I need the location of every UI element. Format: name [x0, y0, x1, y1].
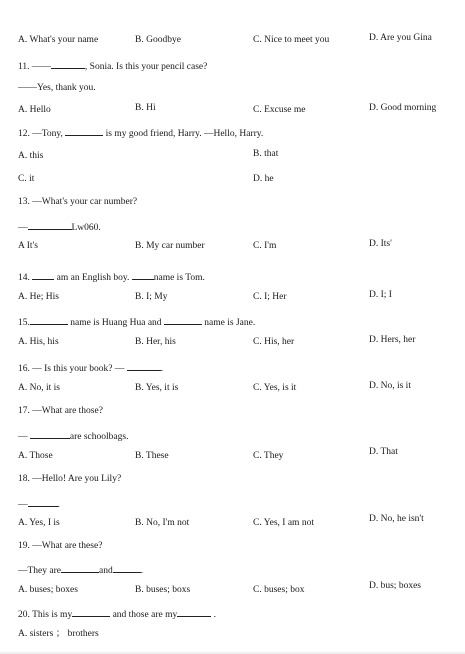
q14-option-c[interactable]: C. I; Her — [253, 292, 287, 302]
q18-option-a[interactable]: A. Yes, I is — [18, 518, 60, 528]
q13-options — [0, 239, 465, 254]
q11-question — [18, 60, 207, 73]
q17-reply-text: are schoolbags. — [69, 432, 129, 442]
q11-text: , Sonia. Is this your pencil case? — [84, 62, 208, 72]
q16-option-d[interactable]: D. No, is it — [369, 381, 411, 391]
q15-question — [18, 316, 255, 329]
q20-options — [0, 630, 465, 642]
q12-option-c[interactable]: C. it — [18, 174, 35, 184]
q19-question: 19. —What are these? — [18, 541, 103, 551]
q14-option-a[interactable]: A. He; His — [18, 292, 59, 302]
q11-option-b[interactable]: B. Hi — [135, 103, 156, 113]
q13-reply-text: Lw060. — [71, 223, 101, 233]
q18-reply-dash: — — [18, 500, 28, 510]
q20-option-a[interactable]: A. sisters ； brothers — [18, 629, 99, 639]
q11-dash: —— — [31, 62, 51, 72]
q12-options-row2 — [0, 175, 465, 187]
q17-option-c[interactable]: C. They — [253, 451, 284, 461]
q13-option-d[interactable]: D. Its' — [369, 239, 392, 249]
q18-option-b[interactable]: B. No, I'm not — [135, 518, 190, 528]
q12-options-row1 — [0, 149, 465, 164]
q10-option-d[interactable]: D. Are you Gina — [369, 33, 432, 43]
q18-reply — [18, 498, 60, 511]
q11-option-a[interactable]: A. Hello — [18, 105, 51, 115]
q11-option-c[interactable]: C. Excuse me — [253, 105, 306, 115]
q13-question: 13. —What's your car number? — [18, 197, 138, 207]
q19-reply-and: and — [99, 566, 113, 576]
q15-option-a[interactable]: A. His, his — [18, 337, 59, 347]
q16-text: 16. — Is this your book? — — [18, 364, 125, 374]
q17-option-a[interactable]: A. Those — [18, 451, 53, 461]
q15-text-b: name is Jane. — [204, 318, 256, 328]
q19-reply — [18, 564, 143, 577]
q20-end: . — [213, 610, 216, 620]
q12-question — [18, 127, 263, 140]
q14-option-b[interactable]: B. I; My — [135, 292, 168, 302]
q11-reply: ——Yes, thank you. — [18, 83, 96, 93]
q20-blank-2[interactable] — [177, 608, 211, 617]
q15-option-d[interactable]: D. Hers, her — [369, 335, 416, 345]
q11-blank[interactable] — [51, 60, 85, 69]
q16-option-c[interactable]: C. Yes, is it — [253, 383, 297, 393]
q20-question — [18, 608, 216, 621]
q14-option-d[interactable]: D. I; I — [369, 290, 392, 300]
q18-options — [0, 514, 465, 531]
q13-blank[interactable] — [28, 221, 72, 230]
q17-option-b[interactable]: B. These — [135, 451, 169, 461]
q10-options — [0, 33, 465, 48]
q12-option-b[interactable]: B. that — [253, 149, 279, 159]
q13-reply-dash: — — [18, 223, 28, 233]
q19-reply-end: . — [140, 566, 144, 576]
q14-text-b: name is Tom. — [153, 273, 205, 283]
q16-option-a[interactable]: A. No, it is — [18, 383, 60, 393]
q16-options — [0, 381, 465, 396]
q12-text-b: is my good friend, Harry. —Hello, Harry. — [105, 129, 264, 139]
q15-option-c[interactable]: C. His, her — [253, 337, 295, 347]
q18-option-c[interactable]: C. Yes, I am not — [253, 518, 314, 528]
q18-option-d[interactable]: D. No, he isn't — [369, 514, 424, 524]
q12-number: 12. — [18, 129, 30, 139]
q17-question: 17. —What are those? — [18, 406, 103, 416]
q19-option-d[interactable]: D. bus; boxes — [369, 581, 421, 591]
q14-question — [18, 271, 205, 284]
q19-option-a[interactable]: A. buses; boxes — [18, 585, 78, 595]
q13-option-c[interactable]: C. I'm — [253, 241, 277, 251]
q10-option-a[interactable]: A. What's your name — [18, 35, 99, 45]
q16-option-b[interactable]: B. Yes, it is — [135, 383, 179, 393]
q15-blank-1[interactable] — [30, 316, 68, 325]
q16-question — [18, 362, 163, 375]
q16-blank[interactable] — [127, 362, 161, 371]
q14-options — [0, 290, 465, 305]
q20-blank-1[interactable] — [72, 608, 110, 617]
q18-blank[interactable] — [28, 498, 58, 507]
q17-options — [0, 447, 465, 464]
q18-question: 18. —Hello! Are you Lily? — [18, 474, 122, 484]
q11-number: 11. — [18, 62, 30, 72]
q14-text-a: am an English boy. — [56, 273, 130, 283]
q18-reply-end: . — [57, 500, 60, 510]
q10-option-b[interactable]: B. Goodbye — [135, 35, 181, 45]
q19-blank-1[interactable] — [61, 564, 99, 573]
q15-text-a: name is Huang Hua and — [70, 318, 162, 328]
q14-number: 14. — [18, 273, 30, 283]
q12-option-d[interactable]: D. he — [253, 174, 274, 184]
q15-blank-2[interactable] — [164, 316, 202, 325]
q17-reply — [18, 430, 128, 443]
q14-blank-1[interactable] — [32, 271, 54, 280]
q19-options — [0, 581, 465, 598]
q19-option-b[interactable]: B. buses; boxs — [135, 585, 191, 595]
q13-option-b[interactable]: B. My car number — [135, 241, 205, 251]
q17-blank[interactable] — [30, 430, 70, 439]
q15-options — [0, 335, 465, 350]
q11-options — [0, 103, 465, 118]
q11-option-d[interactable]: D. Good morning — [369, 103, 437, 113]
q17-reply-dash: — — [18, 432, 28, 442]
q19-reply-text: —They are — [18, 566, 61, 576]
q15-number: 15. — [18, 318, 30, 328]
q15-option-b[interactable]: B. Her, his — [135, 337, 176, 347]
q20-text-a: 20. This is my — [18, 610, 73, 620]
q12-text-a: —Tony, — [32, 129, 63, 139]
q19-blank-2[interactable] — [113, 564, 141, 573]
q20-text-b: and those are my — [112, 610, 178, 620]
q19-option-c[interactable]: C. buses; box — [253, 585, 305, 595]
q10-option-c[interactable]: C. Nice to meet you — [253, 35, 330, 45]
q12-blank[interactable] — [65, 127, 103, 136]
q13-reply — [18, 221, 101, 234]
q13-option-a[interactable]: A It's — [18, 241, 38, 251]
q12-option-a[interactable]: A. this — [18, 151, 44, 161]
q16-end: . — [160, 364, 164, 374]
q17-option-d[interactable]: D. That — [369, 447, 398, 457]
q14-blank-2[interactable] — [132, 271, 154, 280]
